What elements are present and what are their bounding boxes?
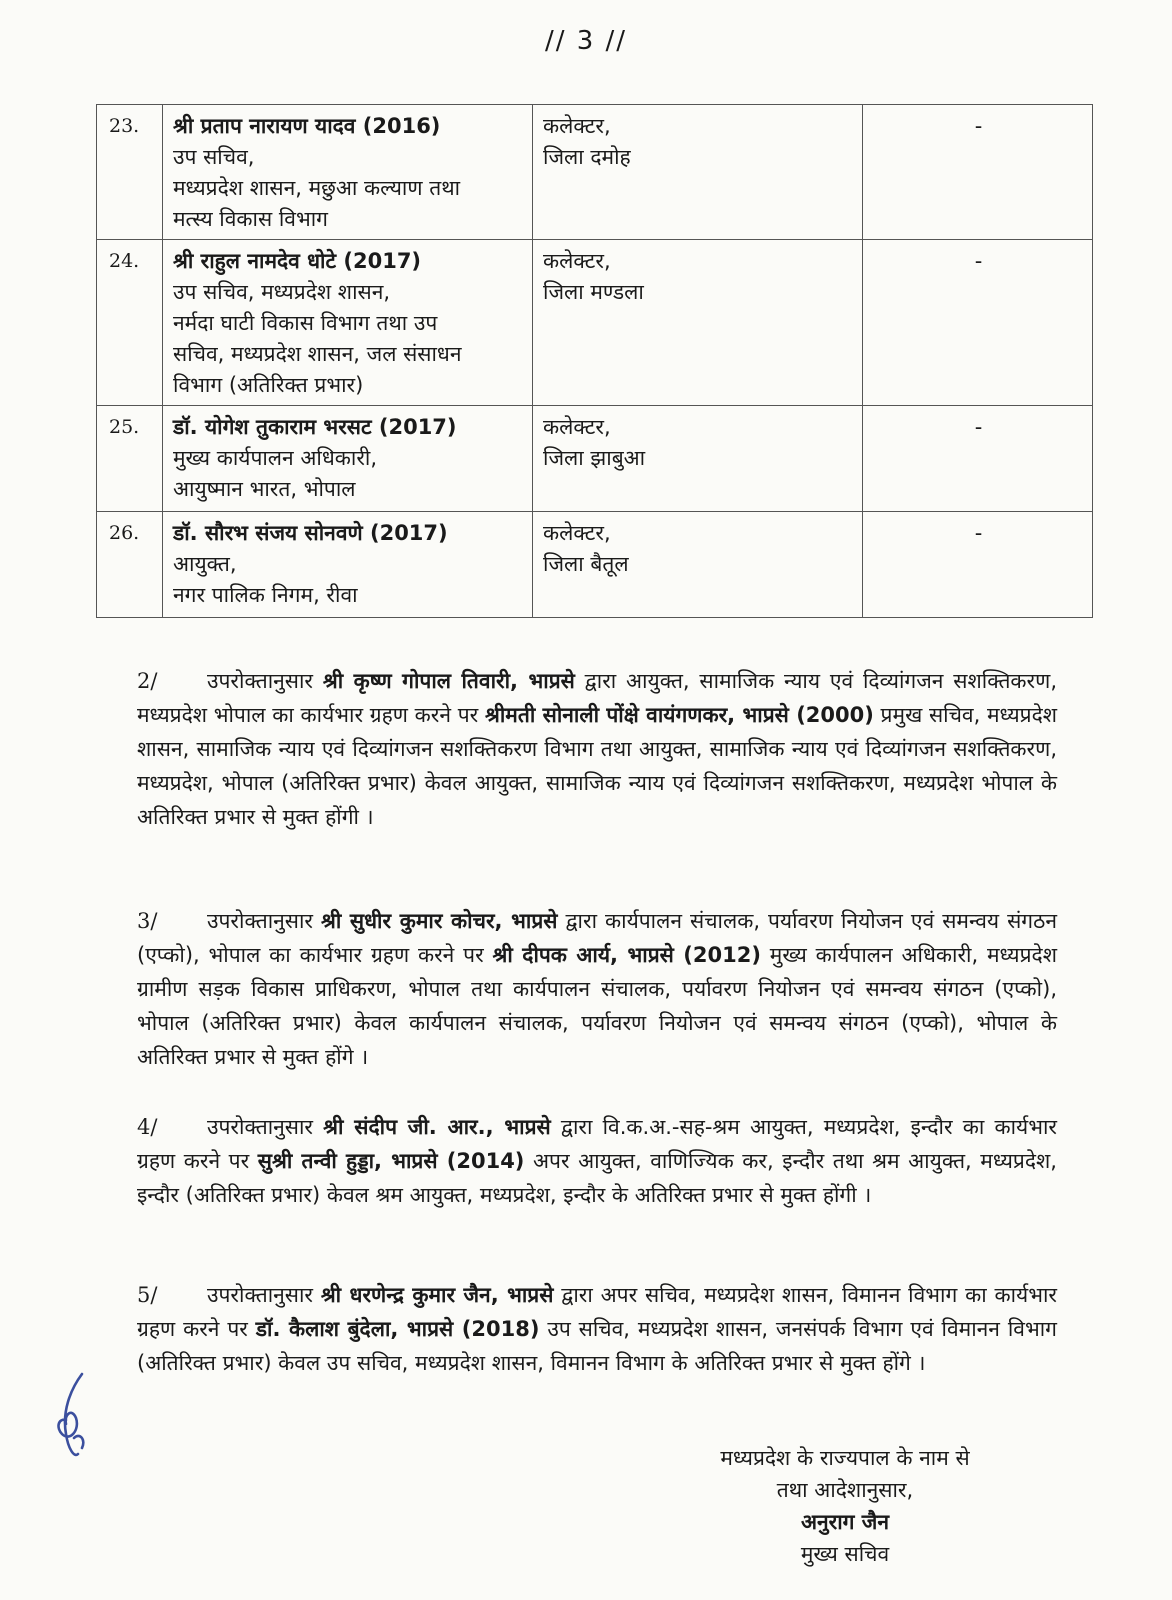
officer-name: डॉ. कैलाश बुंदेला, भाप्रसे (2018)	[255, 1317, 540, 1341]
paragraph-text: उपरोक्तानुसार	[207, 909, 321, 933]
current-post-line: नर्मदा घाटी विकास विभाग तथा उप	[173, 311, 438, 335]
officer-name: श्री राहुल नामदेव धोटे (2017)	[173, 249, 422, 273]
paragraph-text: द्वारा अपर सचिव, मध्यप्रदेश शासन, विमानन विभाग का कार्यभार ग्रहण करने पर	[137, 1283, 1058, 1341]
paragraph-2	[137, 664, 1057, 834]
paragraph-4	[137, 1110, 1057, 1212]
table-row	[97, 512, 1093, 618]
serial-number: 26.	[97, 512, 163, 618]
serial-number: 23.	[97, 105, 163, 240]
officer-name: डॉ. सौरभ संजय सोनवणे (2017)	[173, 521, 448, 545]
initials-signature-icon	[52, 1368, 96, 1464]
officer-name: श्रीमती सोनाली पोंक्षे वायंगणकर, भाप्रसे (2000)	[485, 703, 874, 727]
paragraph-text: द्वारा वि.क.अ.-सह-श्रम आयुक्त, मध्यप्रदेश, इन्दौर का कार्यभार ग्रहण करने पर	[137, 1115, 1057, 1173]
current-post-line: आयुष्मान भारत, भोपाल	[173, 477, 356, 501]
remark-cell: -	[863, 512, 1093, 618]
officer-name: श्री दीपक आर्य, भाप्रसे (2012)	[492, 943, 761, 967]
new-posting-line: कलेक्टर,	[543, 521, 611, 545]
new-posting-line: जिला मण्डला	[543, 280, 644, 304]
page-number: // 3 //	[544, 26, 628, 56]
new-posting-line: कलेक्टर,	[543, 415, 611, 439]
current-post-line: मत्स्य विकास विभाग	[173, 207, 328, 231]
remark-cell: -	[863, 406, 1093, 512]
new-posting-line: जिला दमोह	[543, 145, 631, 169]
current-post-line: नगर पालिक निगम, रीवा	[173, 583, 358, 607]
table-row	[97, 240, 1093, 406]
signature-line: मध्यप्रदेश के राज्यपाल के नाम से	[720, 1446, 970, 1470]
signatory-name: अनुराग जैन	[800, 1510, 890, 1534]
officer-name: श्री कृष्ण गोपाल तिवारी, भाप्रसे	[322, 669, 575, 693]
paragraph-text: अपर आयुक्त, वाणिज्यिक कर, इन्दौर तथा श्रम आयुक्त, मध्यप्रदेश, इन्दौर (अतिरिक्त प्रभार) केवल श्रम आयुक्त, मध्यप्रदेश, इन्दौर के अतिरिक्त प्रभार से मुक्त होंगी ।	[137, 1149, 1057, 1207]
officer-name: श्री संदीप जी. आर., भाप्रसे	[323, 1115, 551, 1139]
serial-number: 25.	[97, 406, 163, 512]
new-posting-cell	[533, 406, 863, 512]
current-post-line: मध्यप्रदेश शासन, मछुआ कल्याण तथा	[173, 176, 461, 200]
paragraph-text: मुख्य कार्यपालन अधिकारी, मध्यप्रदेश ग्रामीण सड़क विकास प्राधिकरण, भोपाल तथा कार्यपालन संचालक, पर्यावरण नियोजन एवं समन्वय संगठन (एप्को), भोपाल (अतिरिक्त प्रभार) केवल कार्यपालन संचालक, पर्यावरण नियोजन एवं समन्वय संगठन (एप्को), भोपाल के अतिरिक्त प्रभार से मुक्त होंगे ।	[137, 943, 1057, 1069]
officer-name: श्री प्रताप नारायण यादव (2016)	[173, 114, 441, 138]
paragraph-number: 2/	[137, 669, 158, 693]
new-posting-line: जिला झाबुआ	[543, 446, 646, 470]
current-post-line: आयुक्त,	[173, 552, 237, 576]
posting-table	[96, 104, 1093, 618]
officer-cell	[163, 512, 533, 618]
officer-cell	[163, 240, 533, 406]
current-post-line: उप सचिव,	[173, 145, 255, 169]
remark-cell: -	[863, 240, 1093, 406]
officer-cell	[163, 105, 533, 240]
signature-line: तथा आदेशानुसार,	[776, 1478, 914, 1502]
paragraph-number: 5/	[137, 1283, 158, 1307]
paragraph-text: प्रमुख सचिव, मध्यप्रदेश शासन, सामाजिक न्याय एवं दिव्यांगजन सशक्तिकरण विभाग तथा आयुक्त, सामाजिक न्याय एवं दिव्यांगजन सशक्तिकरण, मध्यप्रदेश, भोपाल (अतिरिक्त प्रभार) केवल आयुक्त, सामाजिक न्याय एवं दिव्यांगजन सशक्तिकरण, मध्यप्रदेश भोपाल के अतिरिक्त प्रभार से मुक्त होंगी ।	[137, 703, 1058, 829]
signatory-designation: मुख्य सचिव	[800, 1542, 890, 1566]
paragraph-number: 4/	[137, 1115, 158, 1139]
new-posting-cell	[533, 512, 863, 618]
paragraph-text: उपरोक्तानुसार	[207, 669, 323, 693]
paragraph-number: 3/	[137, 909, 158, 933]
paragraph-3	[137, 904, 1057, 1074]
signature-block	[630, 1442, 1060, 1570]
paragraph-text: उप सचिव, मध्यप्रदेश शासन, जनसंपर्क विभाग एवं विमानन विभाग (अतिरिक्त प्रभार) केवल उप सचिव, मध्यप्रदेश शासन, विमानन विभाग के अतिरिक्त प्रभार से मुक्त होंगे ।	[137, 1317, 1057, 1375]
new-posting-line: जिला बैतूल	[543, 552, 629, 576]
serial-number: 24.	[97, 240, 163, 406]
officer-name: सुश्री तन्वी हुड्डा, भाप्रसे (2014)	[257, 1149, 525, 1173]
current-post-line: सचिव, मध्यप्रदेश शासन, जल संसाधन	[173, 342, 462, 366]
officer-name: डॉ. योगेश तुकाराम भरसट (2017)	[173, 415, 457, 439]
paragraph-text: उपरोक्तानुसार	[207, 1115, 324, 1139]
current-post-line: विभाग (अतिरिक्त प्रभार)	[173, 373, 364, 397]
paragraph-text: द्वारा आयुक्त, सामाजिक न्याय एवं दिव्यांगजन सशक्तिकरण, मध्यप्रदेश भोपाल का कार्यभार ग्रहण करने पर	[137, 669, 1057, 727]
table-row	[97, 406, 1093, 512]
table-row	[97, 105, 1093, 240]
officer-name: श्री धरणेन्द्र कुमार जैन, भाप्रसे	[320, 1283, 554, 1307]
remark-cell: -	[863, 105, 1093, 240]
current-post-line: उप सचिव, मध्यप्रदेश शासन,	[173, 280, 391, 304]
new-posting-line: कलेक्टर,	[543, 249, 611, 273]
paragraph-5	[137, 1278, 1057, 1380]
new-posting-cell	[533, 105, 863, 240]
paragraph-text: उपरोक्तानुसार	[207, 1283, 321, 1307]
new-posting-cell	[533, 240, 863, 406]
new-posting-line: कलेक्टर,	[543, 114, 611, 138]
current-post-line: मुख्य कार्यपालन अधिकारी,	[173, 446, 378, 470]
officer-cell	[163, 406, 533, 512]
paragraph-text: द्वारा कार्यपालन संचालक, पर्यावरण नियोजन एवं समन्वय संगठन (एप्को), भोपाल का कार्यभार ग्रहण करने पर	[137, 909, 1057, 967]
officer-name: श्री सुधीर कुमार कोचर, भाप्रसे	[321, 909, 558, 933]
